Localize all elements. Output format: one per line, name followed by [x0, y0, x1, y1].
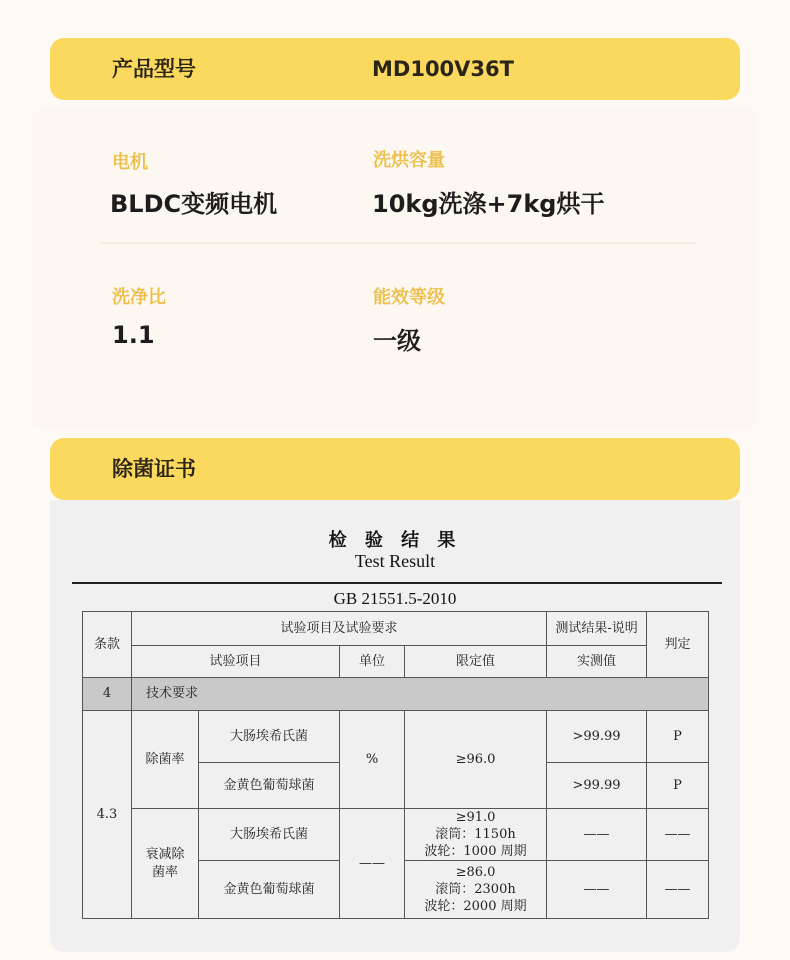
judge-cell: P	[647, 711, 709, 763]
group-sterilization-name: 除菌率	[132, 711, 199, 809]
measured-cell: ——	[547, 809, 647, 861]
section-label: 技术要求	[132, 678, 709, 711]
clause-cell: 4.3	[83, 711, 132, 919]
item-cell: 金黄色葡萄球菌	[199, 861, 340, 919]
limit-cell	[405, 861, 547, 919]
measured-cell: >99.99	[547, 763, 647, 809]
unit-cell: ——	[340, 809, 405, 919]
limit-cell: ≥96.0	[405, 711, 547, 809]
title-rule	[72, 582, 722, 584]
header-result-note: 测试结果-说明	[547, 612, 647, 646]
limit-cell	[405, 809, 547, 861]
spec-motor-value: BLDC变频电机	[110, 190, 278, 218]
item-cell: 大肠埃希氏菌	[199, 809, 340, 861]
judge-cell: ——	[647, 861, 709, 919]
certificate-title: 除菌证书	[112, 457, 196, 481]
certificate-banner	[50, 438, 740, 500]
spec-energy-value: 一级	[373, 327, 421, 355]
model-banner	[50, 38, 740, 100]
unit-cell: %	[340, 711, 405, 809]
header-test-items-requirements: 试验项目及试验要求	[132, 612, 547, 646]
group-decay-name-line2: 菌率	[151, 864, 178, 880]
limit-line: ≥91.0	[455, 810, 496, 825]
spec-capacity-label: 洗烘容量	[373, 150, 445, 171]
model-label: 产品型号	[112, 57, 196, 81]
model-value: MD100V36T	[372, 57, 514, 81]
standard-number: GB 21551.5-2010	[333, 589, 457, 608]
limit-line: 波轮：1000 周期	[424, 844, 527, 859]
judge-cell: P	[647, 763, 709, 809]
measured-cell: >99.99	[547, 711, 647, 763]
header-unit: 单位	[340, 646, 405, 678]
header-clause: 条款	[83, 612, 132, 678]
group-decay-name-line1: 衰减除	[145, 846, 185, 862]
spec-motor-label: 电机	[112, 152, 148, 173]
spec-energy-label: 能效等级	[373, 287, 445, 308]
result-title-zh: 检 验 结 果	[328, 530, 462, 551]
item-cell: 金黄色葡萄球菌	[199, 763, 340, 809]
header-limit: 限定值	[405, 646, 547, 678]
limit-line: ≥86.0	[455, 865, 496, 880]
item-cell: 大肠埃希氏菌	[199, 711, 340, 763]
limit-line: 滚筒：1150h	[435, 827, 516, 842]
header-measured: 实测值	[547, 646, 647, 678]
header-test-item: 试验项目	[132, 646, 340, 678]
header-row-1	[83, 612, 709, 646]
group-decay-name	[132, 809, 199, 919]
table-row	[83, 809, 709, 861]
test-result-table	[82, 611, 709, 919]
limit-line: 波轮：2000 周期	[424, 899, 527, 914]
spec-wash-ratio-label: 洗净比	[112, 287, 166, 308]
measured-cell: ——	[547, 861, 647, 919]
spec-wash-ratio-value: 1.1	[112, 321, 155, 349]
judge-cell: ——	[647, 809, 709, 861]
spec-capacity-value: 10kg洗涤+7kg烘干	[372, 190, 605, 218]
result-title-en: Test Result	[354, 551, 436, 571]
section-clause: 4	[83, 678, 132, 711]
header-judgement: 判定	[647, 612, 709, 678]
section-row	[83, 678, 709, 711]
limit-line: 滚筒：2300h	[435, 882, 516, 897]
spec-divider	[100, 242, 696, 244]
header-row-2	[83, 646, 709, 678]
table-row	[83, 711, 709, 763]
